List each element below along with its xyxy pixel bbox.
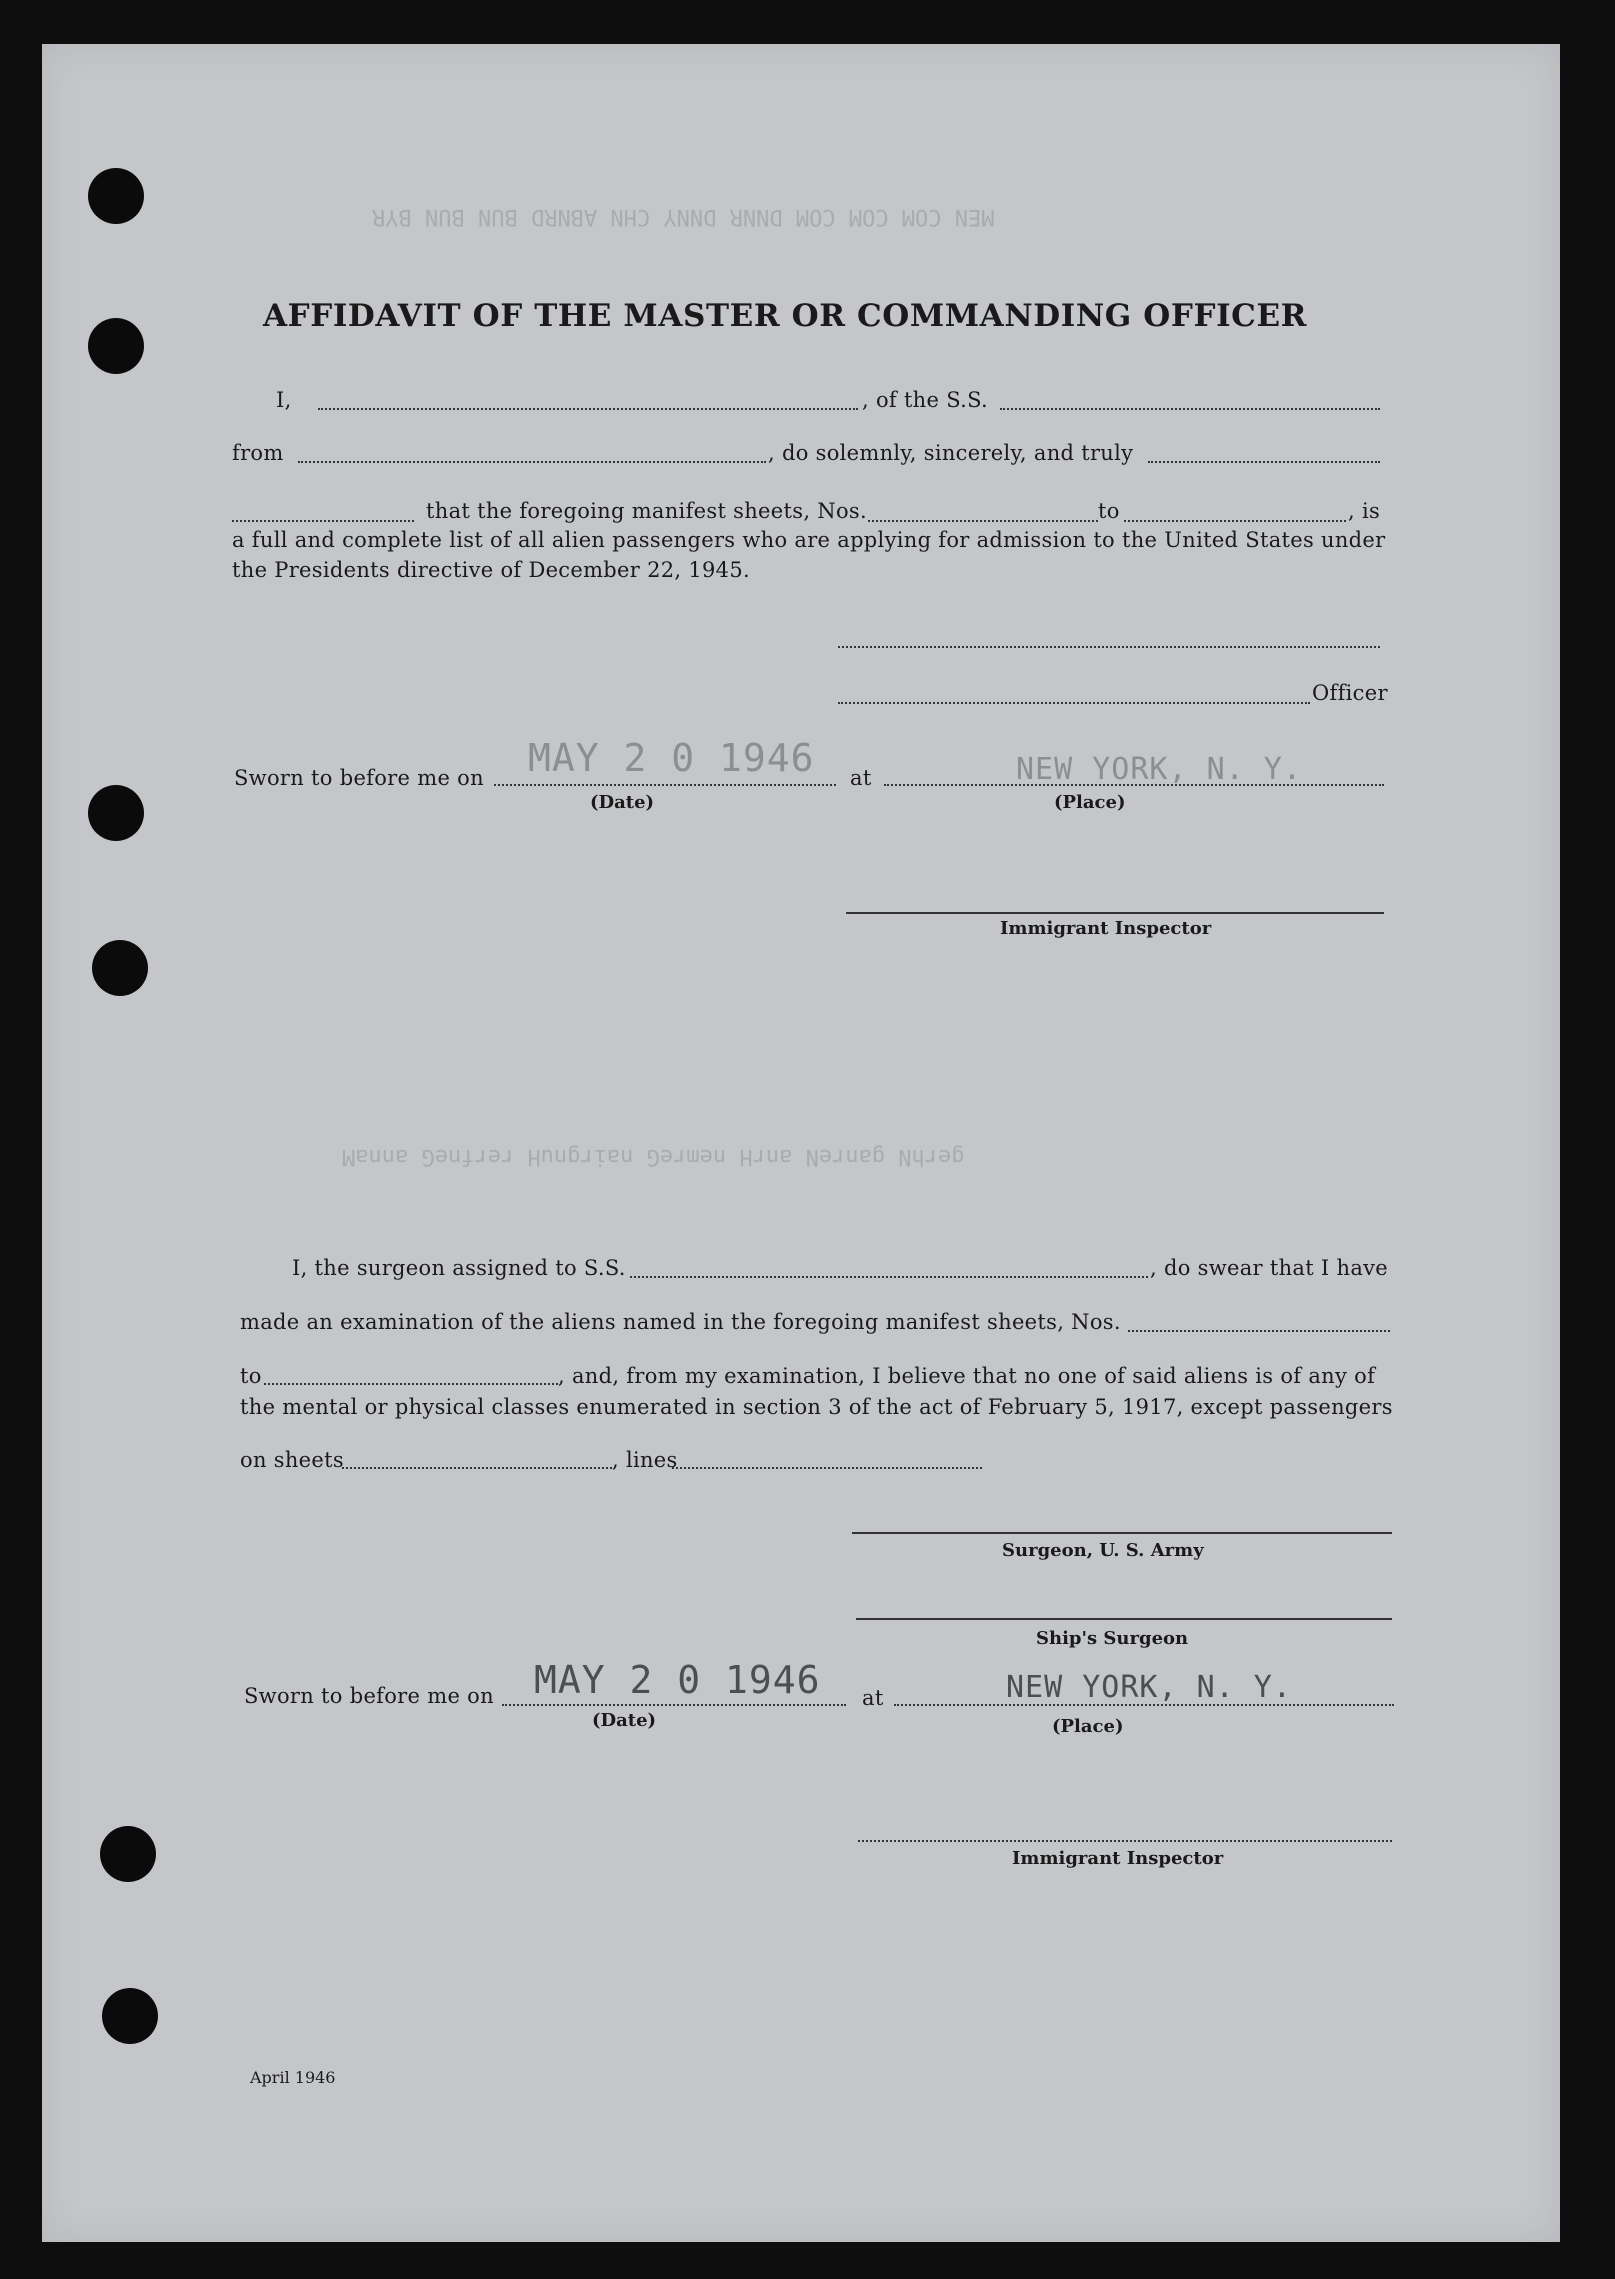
master-ship-field[interactable] [1000, 408, 1380, 410]
surgeon-line1-suffix: , do swear that I have [1150, 1256, 1389, 1280]
ship-surgeon-label: Ship's Surgeon [1036, 1628, 1189, 1649]
surgeon-line3-to: to [240, 1364, 262, 1388]
master-inspector-label: Immigrant Inspector [1000, 918, 1212, 939]
master-date-stamp: MAY 2 0 1946 [528, 736, 815, 780]
surgeon-exception-lines-field[interactable] [672, 1467, 982, 1469]
master-date-caption: (Date) [590, 792, 655, 813]
army-surgeon-label: Surgeon, U. S. Army [1002, 1540, 1204, 1561]
master-line2-swear: , do solemnly, sincerely, and truly [768, 441, 1134, 465]
surgeon-line2: made an examination of the aliens named in the foregoing manifest sheets, Nos. [240, 1310, 1121, 1334]
master-line5: the Presidents directive of December 22, 1945. [232, 558, 750, 582]
surgeon-at-label: at [862, 1686, 884, 1710]
master-from-field[interactable] [298, 461, 766, 463]
master-sheets-from-field[interactable] [868, 520, 1098, 522]
punch-hole [88, 785, 144, 841]
surgeon-sheets-from-field[interactable] [1128, 1330, 1390, 1332]
master-line3-sheets: that the foregoing manifest sheets, Nos. [426, 499, 867, 523]
master-line3-to: to [1098, 499, 1120, 523]
surgeon-place-caption: (Place) [1052, 1716, 1124, 1737]
surgeon-date-caption: (Date) [592, 1710, 657, 1731]
punch-hole [102, 1988, 158, 2044]
surgeon-inspector-label: Immigrant Inspector [1012, 1848, 1224, 1869]
surgeon-sworn-label: Sworn to before me on [244, 1684, 494, 1708]
officer-label: Officer [1312, 681, 1388, 705]
bleed-through-marks: gerhN ganreN anrH nemreG nairgnuH rerfneG annaM [342, 1144, 965, 1169]
master-place-caption: (Place) [1054, 792, 1126, 813]
punch-hole [100, 1826, 156, 1882]
surgeon-sworn-date-field[interactable] [502, 1704, 846, 1706]
document-sheet [42, 44, 1560, 2242]
master-line1-ss: , of the S.S. [862, 388, 989, 412]
surgeon-inspector-line[interactable] [858, 1840, 1392, 1842]
master-line1-prefix: I, [276, 388, 292, 412]
surgeon-line3-text: , and, from my examination, I believe that no one of said aliens is of any of [558, 1364, 1376, 1388]
master-line3-is: , is [1348, 499, 1381, 523]
bleed-through-marks: MEN COM COM COM DNNR DNNY CHN ABNRD BUN BUN BYR [372, 204, 995, 229]
form-date-footer: April 1946 [250, 2068, 336, 2087]
page-title: AFFIDAVIT OF THE MASTER OR COMMANDING OFFICER [262, 298, 1308, 334]
master-place-stamp: NEW YORK, N. Y. [1016, 752, 1302, 787]
master-oath-field[interactable] [232, 520, 414, 522]
master-signature-line-2[interactable] [838, 702, 1310, 704]
master-sworn-label: Sworn to before me on [234, 766, 484, 790]
army-surgeon-signature-line[interactable] [852, 1532, 1392, 1534]
surgeon-line4: the mental or physical classes enumerated in section 3 of the act of February 5, 1917, except passengers [240, 1395, 1393, 1419]
master-line4: a full and complete list of all alien passengers who are applying for admission to the United States under [232, 528, 1386, 552]
surgeon-exception-sheets-field[interactable] [342, 1467, 612, 1469]
surgeon-date-stamp: MAY 2 0 1946 [534, 1658, 821, 1702]
surgeon-sheets-to-field[interactable] [264, 1383, 558, 1385]
punch-hole [88, 168, 144, 224]
surgeon-line5-lines: , lines [612, 1448, 678, 1472]
surgeon-line1-prefix: I, the surgeon assigned to S.S. [292, 1256, 626, 1280]
ship-surgeon-signature-line[interactable] [856, 1618, 1392, 1620]
surgeon-line5-sheets: on sheets [240, 1448, 344, 1472]
master-signature-line-1[interactable] [838, 646, 1380, 648]
master-inspector-line[interactable] [846, 912, 1384, 914]
master-at-label: at [850, 766, 872, 790]
master-sheets-to-field[interactable] [1124, 520, 1346, 522]
surgeon-ship-field[interactable] [630, 1276, 1148, 1278]
punch-hole [92, 940, 148, 996]
master-truly-field[interactable] [1148, 461, 1380, 463]
surgeon-place-stamp: NEW YORK, N. Y. [1006, 1670, 1292, 1705]
master-name-field[interactable] [318, 408, 858, 410]
master-sworn-date-field[interactable] [494, 784, 836, 786]
master-line2-from: from [232, 441, 284, 465]
